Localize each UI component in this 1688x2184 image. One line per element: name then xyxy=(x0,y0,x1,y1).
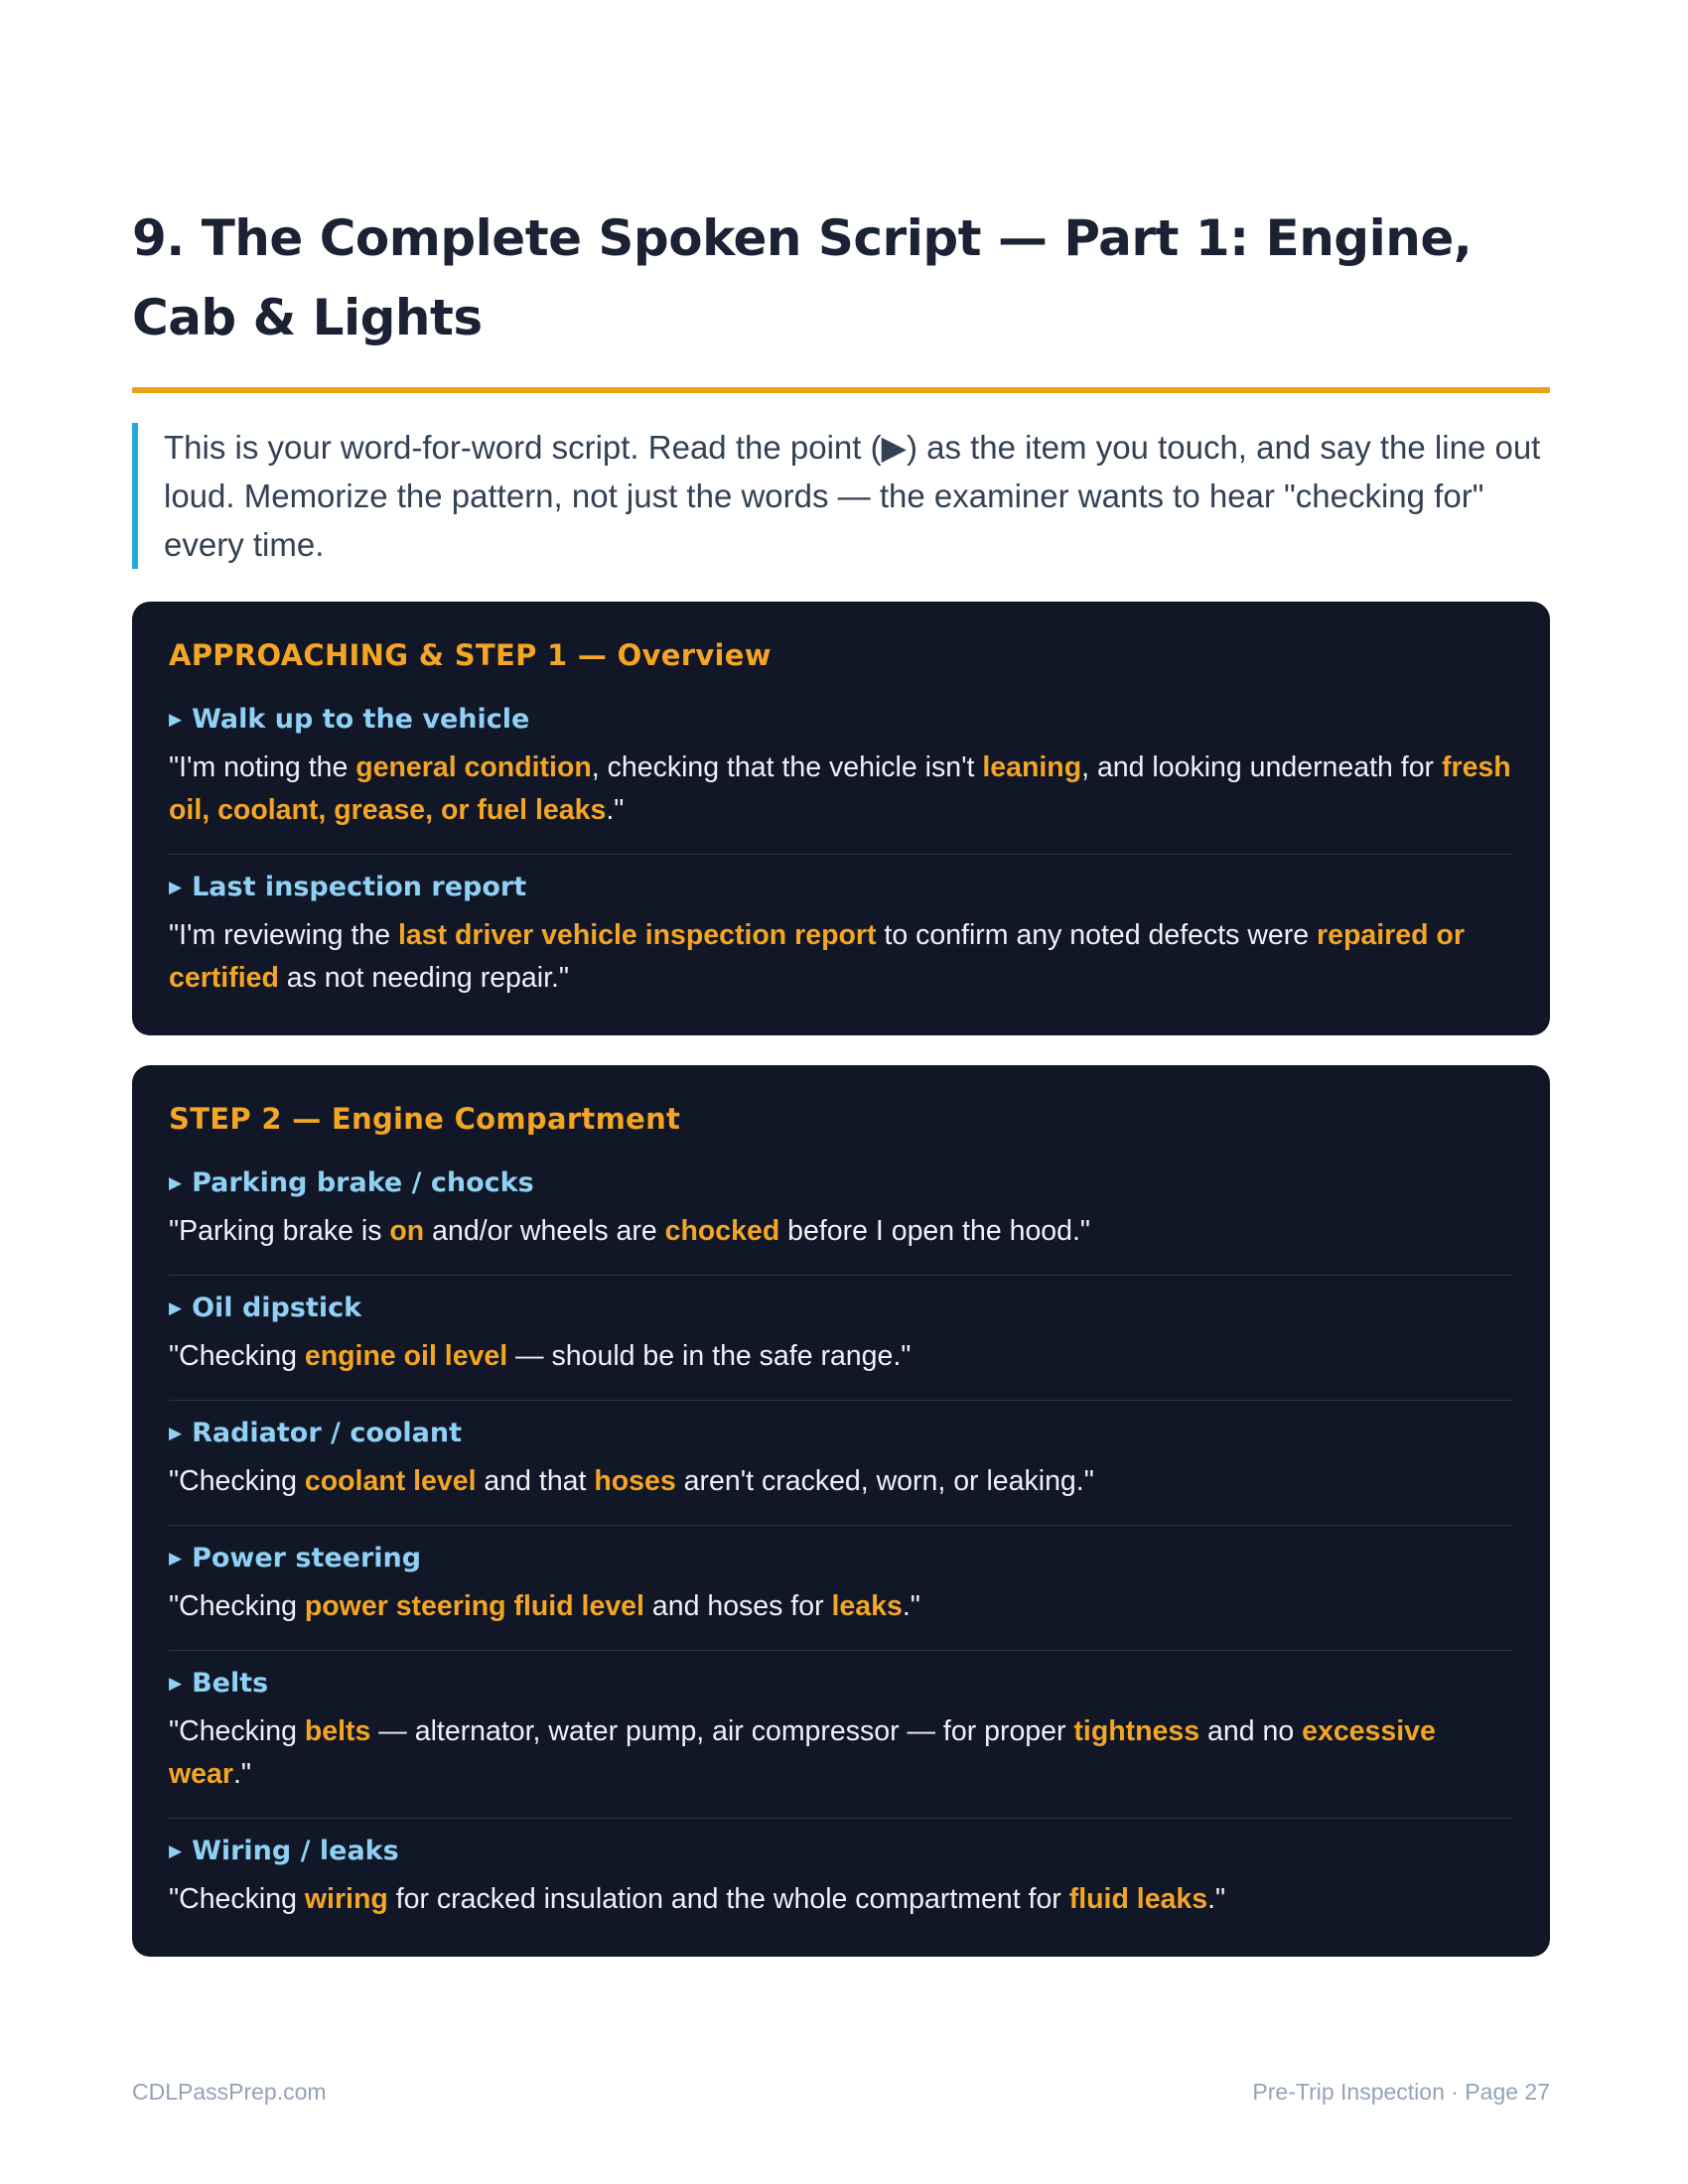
item-label xyxy=(169,1166,1513,1200)
script-text: ." xyxy=(902,1590,920,1622)
script-text: , checking that the vehicle isn't xyxy=(591,751,983,783)
item-script-line xyxy=(169,747,1513,832)
script-item xyxy=(169,1151,1513,1276)
item-label-text: Parking brake / chocks xyxy=(192,1167,534,1198)
script-text: and hoses for xyxy=(643,1590,832,1622)
card-title: APPROACHING & STEP 1 — Overview xyxy=(169,638,772,672)
script-text: and no xyxy=(1199,1715,1303,1747)
highlight-phrase: excessive wear xyxy=(169,1715,1436,1790)
highlight-phrase: fresh oil, coolant, grease, or fuel leaks xyxy=(169,751,1511,826)
script-text: "Checking xyxy=(169,1340,305,1372)
triangle-right-icon: ▶ xyxy=(169,1298,183,1318)
highlight-phrase: wiring xyxy=(304,1883,388,1915)
script-item xyxy=(169,1819,1513,1925)
script-text: ." xyxy=(1207,1883,1226,1915)
item-script-line xyxy=(169,1210,1513,1253)
title-divider xyxy=(132,387,1550,393)
page-footer xyxy=(132,2079,1550,2106)
item-label xyxy=(169,1292,1513,1325)
item-label xyxy=(169,871,1513,904)
highlight-phrase: leaks xyxy=(831,1590,903,1622)
script-text: before I open the hood." xyxy=(779,1215,1091,1247)
highlight-phrase: on xyxy=(389,1215,425,1247)
card-items xyxy=(169,1151,1513,1925)
item-script-line xyxy=(169,1335,1513,1378)
item-script-line xyxy=(169,1585,1513,1628)
triangle-right-icon: ▶ xyxy=(169,1424,183,1443)
page-title: 9. The Complete Spoken Script — Part 1: Engine, Cab & Lights xyxy=(132,209,1473,346)
item-label-text: Walk up to the vehicle xyxy=(192,704,530,735)
item-label-text: Last inspection report xyxy=(192,872,527,902)
item-script-line xyxy=(169,1710,1513,1796)
script-item xyxy=(169,687,1513,855)
script-text: aren't cracked, worn, or leaking." xyxy=(675,1465,1094,1497)
highlight-phrase: tightness xyxy=(1073,1715,1200,1747)
script-text: "Parking brake is xyxy=(169,1215,390,1247)
highlight-phrase: belts xyxy=(304,1715,371,1747)
script-text: ." xyxy=(606,794,625,826)
highlight-phrase: coolant level xyxy=(304,1465,477,1497)
item-label-text: Oil dipstick xyxy=(192,1293,362,1323)
highlight-phrase: hoses xyxy=(594,1465,676,1497)
highlight-phrase: general condition xyxy=(355,751,592,783)
item-script-line xyxy=(169,1878,1513,1921)
script-text: "Checking xyxy=(169,1465,305,1497)
highlight-phrase: repaired or certified xyxy=(169,919,1465,994)
script-text: "I'm reviewing the xyxy=(169,919,398,951)
highlight-phrase: fluid leaks xyxy=(1068,1883,1208,1915)
script-item xyxy=(169,1276,1513,1401)
script-text: — alternator, water pump, air compressor — for proper xyxy=(370,1715,1074,1747)
item-label xyxy=(169,1417,1513,1450)
triangle-right-icon: ▶ xyxy=(169,1549,183,1569)
card-items xyxy=(169,687,1513,1004)
item-script-line xyxy=(169,1460,1513,1503)
item-script-line xyxy=(169,914,1513,1000)
script-text: and that xyxy=(476,1465,595,1497)
footer-page-info: Pre-Trip Inspection · Page 27 xyxy=(1252,2079,1550,2105)
script-item xyxy=(169,1526,1513,1651)
script-text: "Checking xyxy=(169,1715,305,1747)
script-text: , and looking underneath for xyxy=(1081,751,1442,783)
script-text: to confirm any noted defects were xyxy=(876,919,1318,951)
script-item xyxy=(169,1651,1513,1819)
highlight-phrase: engine oil level xyxy=(304,1340,508,1372)
script-text: for cracked insulation and the whole compartment for xyxy=(387,1883,1069,1915)
triangle-right-icon: ▶ xyxy=(169,1674,183,1694)
item-label-text: Belts xyxy=(192,1668,269,1699)
highlight-phrase: last driver vehicle inspection report xyxy=(397,919,877,951)
triangle-right-icon: ▶ xyxy=(169,1173,183,1193)
script-text: "Checking xyxy=(169,1590,305,1622)
card-title: STEP 2 — Engine Compartment xyxy=(169,1102,681,1136)
page xyxy=(132,199,1550,1957)
item-label-text: Power steering xyxy=(192,1543,422,1573)
highlight-phrase: chocked xyxy=(664,1215,780,1247)
item-label xyxy=(169,703,1513,737)
item-label xyxy=(169,1835,1513,1868)
script-text: and/or wheels are xyxy=(424,1215,665,1247)
script-item xyxy=(169,1401,1513,1526)
script-text: as not needing repair." xyxy=(278,962,570,994)
script-card xyxy=(132,1065,1550,1957)
triangle-right-icon: ▶ xyxy=(169,1842,183,1861)
item-label-text: Radiator / coolant xyxy=(192,1418,463,1448)
script-item xyxy=(169,855,1513,1004)
highlight-phrase: leaning xyxy=(982,751,1082,783)
highlight-phrase: power steering fluid level xyxy=(304,1590,644,1622)
footer-site: CDLPassPrep.com xyxy=(132,2079,327,2105)
intro-callout: This is your word-for-word script. Read the point (▶) as the item you touch, and say the line out loud. Memorize the pattern, not just the words — the examiner wants to hear "checking for" every time. xyxy=(132,423,1550,569)
item-label xyxy=(169,1667,1513,1701)
script-text: ." xyxy=(232,1758,252,1790)
item-label xyxy=(169,1542,1513,1575)
script-card xyxy=(132,602,1550,1035)
triangle-right-icon: ▶ xyxy=(169,878,183,897)
item-label-text: Wiring / leaks xyxy=(192,1836,399,1866)
script-text: "I'm noting the xyxy=(169,751,356,783)
script-text: "Checking xyxy=(169,1883,305,1915)
script-text: — should be in the safe range." xyxy=(507,1340,912,1372)
triangle-right-icon: ▶ xyxy=(169,710,183,730)
